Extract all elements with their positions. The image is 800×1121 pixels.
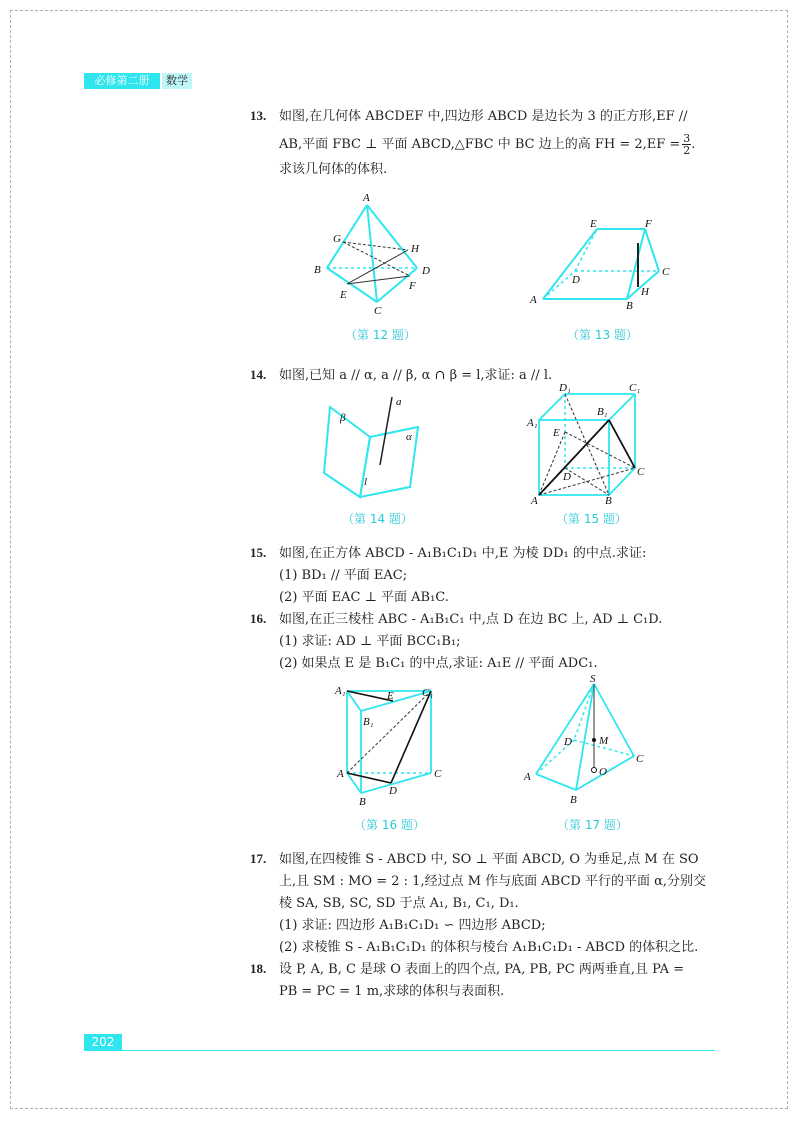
figure-12-diagram [305,190,445,315]
fraction-numerator: 3 [683,132,691,145]
footer-rule [122,1050,715,1051]
fig12-label-e: E [340,289,347,301]
problem-17-line-4: (1) 求证: 四边形 A₁B₁C₁D₁ ∽ 四边形 ABCD; [279,918,546,933]
fig12-label-d: D [422,265,430,277]
header-book-tag: 必修第二册 [84,73,160,89]
fig17-label-b: B [570,794,577,806]
problem-17-line-5: (2) 求棱锥 S - A₁B₁C₁D₁ 的体积与棱台 A₁B₁C₁D₁ - ABCD 的体积之比. [279,940,699,955]
fig14-label-beta: β [340,412,346,424]
problem-18-line-1: 设 P, A, B, C 是球 O 表面上的四个点, PA, PB, PC 两两垂直,且 PA = [279,962,685,977]
fig12-label-a: A [363,192,370,204]
fig12-label-h: H [411,243,419,255]
fig15-label-c: C [637,466,645,478]
fig15-label-e: E [553,427,560,439]
fig14-label-l: l [364,476,368,488]
problem-16-line-2: (1) 求证: AD ⊥ 平面 BCC₁B₁; [279,634,461,649]
figure-17-caption: （第 17 题） [557,818,628,832]
figure-13-diagram [525,215,675,310]
fig12-label-b: B [314,264,321,276]
figure-14-diagram [320,395,430,505]
problem-15-line-2: (1) BD₁ // 平面 EAC; [279,568,408,583]
fig16-label-d: D [389,785,397,797]
fig13-label-h: H [641,286,649,298]
figure-16-diagram [335,683,445,808]
problem-17-line-3: 棱 SA, SB, SC, SD 于点 A₁, B₁, C₁, D₁. [279,896,519,911]
page-number: 202 [84,1034,122,1051]
fig13-label-a: A [530,294,537,306]
problem-13-line-2-end: . [691,137,696,152]
fig13-label-e: E [590,218,597,230]
fig17-label-s: S [590,673,596,685]
fig13-label-c: C [662,266,670,278]
figure-16-caption: （第 16 题） [354,818,425,832]
figure-15-diagram [525,380,655,505]
fig13-label-b: B [626,300,633,312]
problem-13-line-2-text: AB,平面 FBC ⊥ 平面 ABCD,△FBC 中 BC 边上的高 FH = 2,EF = [279,137,681,152]
fig13-label-f: F [645,218,652,230]
running-header [84,73,201,89]
fig12-label-c: C [374,305,382,317]
fig17-label-o: O [599,766,607,778]
fig15-label-c1: C₁ [629,382,641,394]
problem-13-number: 13. [250,108,267,123]
problem-17-line-1: 如图,在四棱锥 S - ABCD 中, SO ⊥ 平面 ABCD, O 为垂足,点 M 在 SO [279,852,699,867]
fig16-label-c1: C₁ [422,687,434,699]
problem-14-number: 14. [250,367,267,382]
figure-17-diagram [520,672,660,807]
figure-15-caption: （第 15 题） [556,512,627,526]
problem-15-number: 15. [250,545,267,560]
problem-13-line-1: 如图,在几何体 ABCDEF 中,四边形 ABCD 是边长为 3 的正方形,EF // [279,109,688,124]
figure-13-caption: （第 13 题） [567,328,638,342]
problem-15-line-3: (2) 平面 EAC ⊥ 平面 AB₁C. [279,590,449,605]
fraction-denominator: 2 [683,144,691,157]
fig17-label-a: A [524,771,531,783]
fraction-three-halves [682,133,691,156]
fig15-label-a: A [531,495,538,507]
problem-13-line-3: 求该几何体的体积. [279,162,388,177]
fig15-label-d: D [563,471,571,483]
fig17-label-m: M [599,735,609,747]
fig16-label-b: B [359,796,366,808]
problem-16-line-1: 如图,在正三棱柱 ABC - A₁B₁C₁ 中,点 D 在边 BC 上, AD ⊥ C₁D. [279,612,663,627]
problem-17-line-2: 上,且 SM : MO = 2 : 1,经过点 M 作与底面 ABCD 平行的平面 α,分别交 [279,874,707,889]
fig17-label-d: D [564,736,572,748]
problem-16-number: 16. [250,611,267,626]
header-subject: 数学 [162,73,192,89]
problem-13-line-2 [279,133,695,156]
fig16-label-b1: B₁ [363,716,374,728]
problem-18-line-2: PB = PC = 1 m,求球的体积与表面积. [279,984,505,999]
fig16-label-a: A [337,768,344,780]
problem-14-line-1: 如图,已知 a // α, a // β, α ∩ β = l,求证: a // l. [279,368,553,383]
fig15-label-b1: B₁ [597,406,608,418]
fig15-label-d1: D₁ [559,382,571,394]
fig14-label-a: a [396,396,402,408]
fig16-label-c: C [434,768,442,780]
fig13-label-d: D [572,274,580,286]
fig12-label-f: F [409,280,416,292]
figure-14-caption: （第 14 题） [342,512,413,526]
fig12-label-g: G [333,233,341,245]
problem-17-number: 17. [250,851,267,866]
fig14-label-alpha: α [406,431,412,443]
problem-15-line-1: 如图,在正方体 ABCD - A₁B₁C₁D₁ 中,E 为棱 DD₁ 的中点.求证: [279,546,647,561]
problem-18-number: 18. [250,961,267,976]
fig17-label-c: C [636,753,644,765]
fig15-label-b: B [605,495,612,507]
figure-12-caption: （第 12 题） [345,328,416,342]
fig16-label-a1: A₁ [335,685,346,697]
fig15-label-a1: A₁ [527,417,538,429]
problem-16-line-3: (2) 如果点 E 是 B₁C₁ 的中点,求证: A₁E // 平面 ADC₁. [279,656,598,671]
fig16-label-e: E [387,690,394,702]
